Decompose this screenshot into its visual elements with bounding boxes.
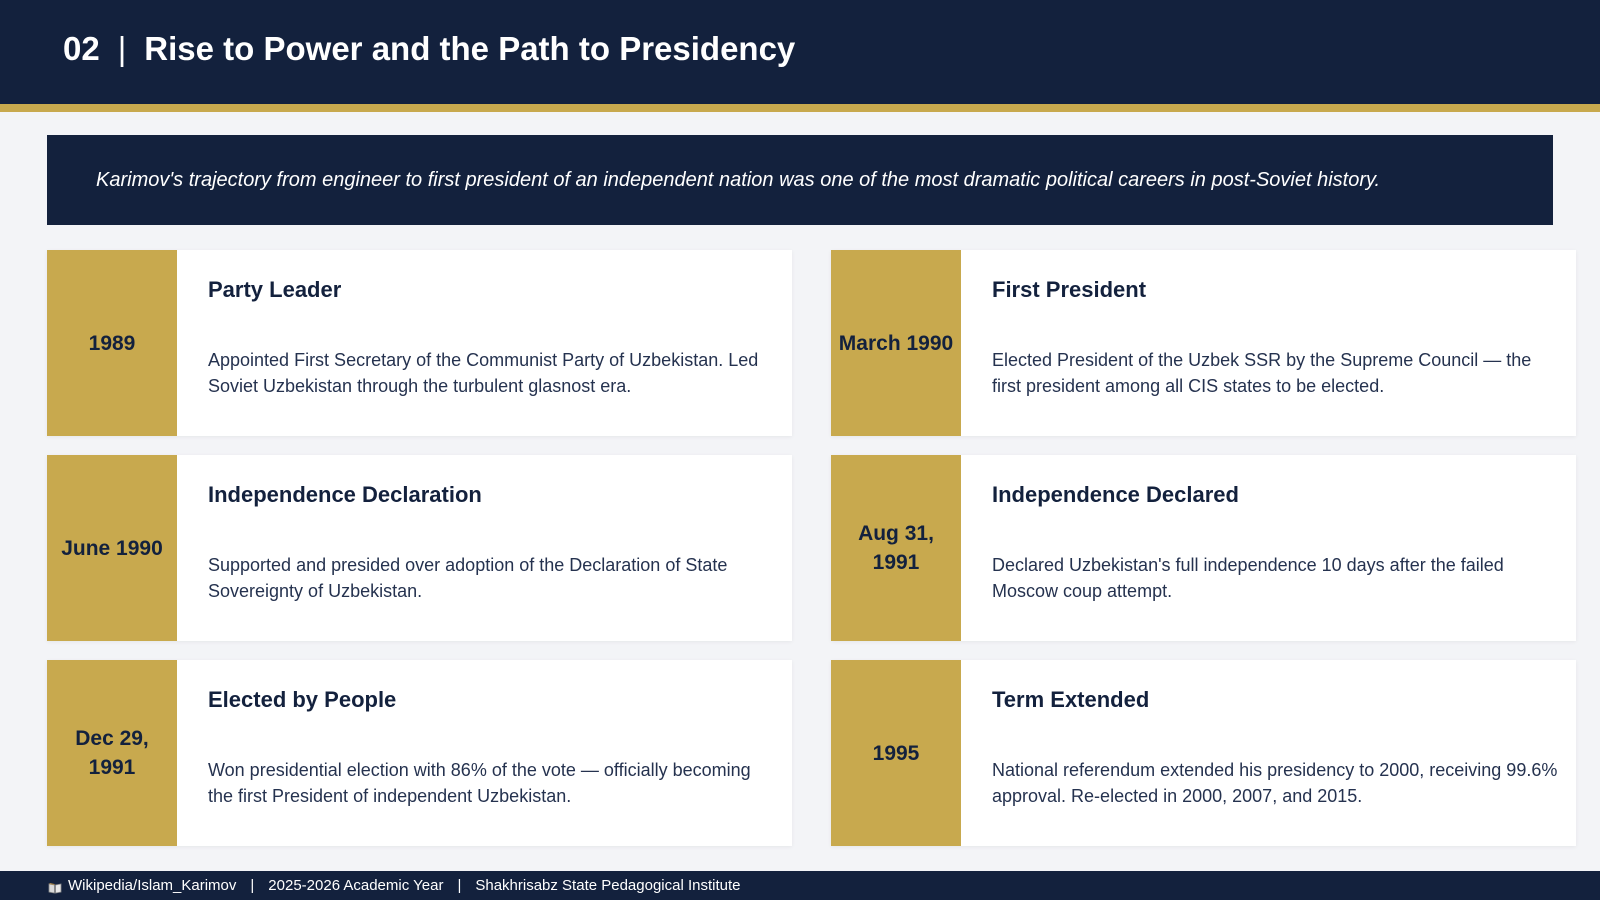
card-body [961,455,1576,641]
timeline-card-dec-1991 [47,660,792,846]
footer-source: Wikipedia/Islam_Karimov [68,877,237,894]
card-title: Party Leader [208,277,342,302]
card-body [177,455,792,641]
footer-separator: | [457,877,462,894]
slide-header [0,0,1600,104]
card-body [177,660,792,846]
section-title: Rise to Power and the Path to Presidency [144,30,796,67]
card-date: Dec 29, 1991 [47,660,177,846]
card-date: 1989 [47,250,177,436]
slide-footer [0,871,1600,900]
intro-banner [47,135,1553,225]
footer-academic-year: 2025-2026 Academic Year [268,877,444,894]
title-separator: | [117,30,127,67]
timeline-card-aug-1991 [831,455,1576,641]
card-date: 1995 [831,660,961,846]
card-title: Term Extended [992,687,1150,712]
card-description: Declared Uzbekistan's full independence 10 days after the failed Moscow coup attempt. [992,555,1504,601]
card-description: Supported and presided over adoption of the Declaration of State Sovereignty of Uzbekistan. [208,555,728,601]
card-description: Elected President of the Uzbek SSR by the Supreme Council — the first president among all CIS states to be elected. [992,350,1532,396]
intro-text: Karimov's trajectory from engineer to first president of an independent nation was one of the most dramatic political careers in post-Soviet history. [96,168,1381,191]
card-title: Elected by People [208,687,397,712]
card-body [961,660,1576,846]
card-title: First President [992,277,1147,302]
card-date: Aug 31, 1991 [831,455,961,641]
timeline-card-1995 [831,660,1576,846]
timeline-card-march-1990 [831,250,1576,436]
card-description: National referendum extended his presidency to 2000, receiving 99.6% approval. Re-elected in 2000, 2007, and 2015. [992,760,1558,806]
card-body [177,250,792,436]
card-date: March 1990 [831,250,961,436]
timeline-card-1989 [47,250,792,436]
card-title: Independence Declared [992,482,1239,507]
card-description: Won presidential election with 86% of the vote — officially becoming the first President of independent Uzbekistan. [208,760,751,806]
footer-institution: Shakhrisabz State Pedagogical Institute [475,877,741,894]
card-body [961,250,1576,436]
section-number: 02 [63,30,100,67]
card-description: Appointed First Secretary of the Communist Party of Uzbekistan. Led Soviet Uzbekistan through the turbulent glasnost era. [208,350,759,396]
card-title: Independence Declaration [208,482,482,507]
book-icon [48,881,62,893]
footer-separator: | [250,877,255,894]
gold-divider [0,104,1600,112]
page-title [63,30,795,68]
card-date: June 1990 [47,455,177,641]
timeline-card-june-1990 [47,455,792,641]
